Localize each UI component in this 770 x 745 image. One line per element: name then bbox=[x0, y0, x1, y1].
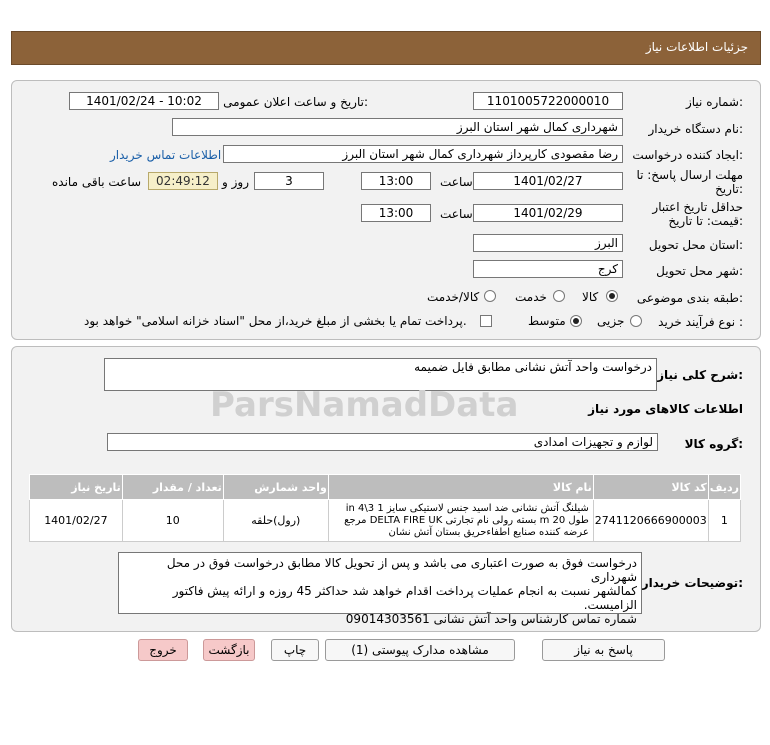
view-attachments-button[interactable]: مشاهده مدارک پیوستی (1) bbox=[325, 639, 515, 661]
announce-label: تاریخ و ساعت اعلان عمومی: bbox=[223, 95, 368, 109]
process-medium-label: متوسط bbox=[528, 314, 566, 328]
need-number-field: 1101005722000010 bbox=[473, 92, 623, 110]
watermark: ParsNamadData bbox=[210, 385, 519, 425]
goods-group-label: گروه کالا: bbox=[684, 437, 743, 451]
province-label: استان محل تحویل: bbox=[648, 238, 743, 252]
goods-info-title: اطلاعات کالاهای مورد نیاز bbox=[588, 402, 743, 416]
province-field: البرز bbox=[473, 234, 623, 252]
cell-name bbox=[328, 500, 593, 542]
days-label: روز و bbox=[222, 175, 249, 189]
table-row bbox=[30, 500, 741, 542]
process-medium-radio[interactable] bbox=[570, 315, 582, 327]
cell-code: 2741120666900003 bbox=[593, 500, 708, 542]
announce-field: 1401/02/24 - 10:02 bbox=[69, 92, 219, 110]
city-label: شهر محل تحویل: bbox=[656, 264, 743, 278]
validity-label-1: حداقل تاریخ اعتبار bbox=[652, 200, 743, 214]
deadline-hour-label: ساعت bbox=[440, 175, 473, 189]
deadline-date-field: 1401/02/27 bbox=[473, 172, 623, 190]
item-name-line3: عرضه کننده صنایع اطفاءحریق بستان آتش نشان bbox=[388, 526, 589, 538]
buyer-org-field: شهرداری کمال شهر استان البرز bbox=[172, 118, 623, 136]
print-button[interactable]: چاپ bbox=[271, 639, 319, 661]
buyer-org-label: نام دستگاه خریدار: bbox=[648, 122, 743, 136]
buyer-notes-line3: شماره تماس کارشناس واحد آتش نشانی 09014303561 bbox=[345, 612, 637, 626]
validity-time-field: 13:00 bbox=[361, 204, 431, 222]
remaining-time-field: 02:49:12 bbox=[148, 172, 218, 190]
category-goods-radio[interactable] bbox=[606, 290, 618, 302]
goods-group-field: لوازم و تجهیزات امدادی bbox=[107, 433, 658, 451]
city-field: کرج bbox=[473, 260, 623, 278]
col-date: تاریخ نیاز bbox=[30, 475, 123, 500]
goods-table-header bbox=[30, 475, 741, 500]
item-name-line2: طول m 20 بسته رولی نام تجارتی DELTA FIRE UK مرجع bbox=[344, 514, 589, 526]
deadline-time-field: 13:00 bbox=[361, 172, 431, 190]
buyer-notes-label: توضیحات خریدار: bbox=[641, 576, 743, 590]
deadline-label-2: تاریخ: bbox=[715, 182, 743, 196]
validity-label-2: قیمت: تا تاریخ: bbox=[668, 214, 743, 228]
col-name: نام کالا bbox=[328, 475, 593, 500]
category-both-label: کالا/خدمت bbox=[427, 290, 480, 304]
col-qty: تعداد / مقدار bbox=[122, 475, 223, 500]
cell-unit: (رول)حلقه bbox=[223, 500, 328, 542]
treasury-payment-checkbox[interactable] bbox=[480, 315, 492, 327]
col-unit: واحد شمارش bbox=[223, 475, 328, 500]
category-service-radio[interactable] bbox=[553, 290, 565, 302]
col-code: کد کالا bbox=[593, 475, 708, 500]
back-button[interactable]: بازگشت bbox=[203, 639, 255, 661]
buyer-notes-line1: درخواست فوق به صورت اعتباری می باشد و پس از تحویل کالا مطابق درخواست فوق در محل شهرداری bbox=[166, 556, 637, 584]
reply-button[interactable]: پاسخ به نیاز bbox=[542, 639, 665, 661]
validity-date-field: 1401/02/29 bbox=[473, 204, 623, 222]
category-goods-label: کالا bbox=[582, 290, 599, 304]
page-header-bar bbox=[11, 31, 761, 65]
item-name-line1: شیلنگ آتش نشانی ضد اسید جنس لاستیکی سایز 1 3\4 in bbox=[345, 502, 589, 514]
process-label: نوع فرآیند خرید : bbox=[658, 315, 743, 329]
buyer-contact-link[interactable]: اطلاعات تماس خریدار bbox=[110, 148, 222, 162]
requester-label: ایجاد کننده درخواست: bbox=[632, 148, 743, 162]
remaining-label: ساعت باقی مانده bbox=[52, 175, 142, 189]
summary-label: شرح کلی نیاز: bbox=[657, 368, 743, 382]
need-number-label: شماره نیاز: bbox=[685, 95, 743, 109]
cell-row: 1 bbox=[708, 500, 740, 542]
process-partial-label: جزیی bbox=[597, 314, 625, 328]
days-field: 3 bbox=[254, 172, 324, 190]
goods-table bbox=[29, 474, 741, 542]
buyer-notes-line2: کمالشهر نسبت به انجام عملیات پرداخت اقدام خواهد شد حداکثر 45 روزه و ارائه پیش فاکتور الزامیست. bbox=[172, 584, 637, 612]
buyer-notes-field bbox=[118, 552, 642, 626]
category-both-radio[interactable] bbox=[484, 290, 496, 302]
treasury-payment-note: پرداخت تمام یا بخشی از مبلغ خرید،از محل "اسناد خزانه اسلامی" خواهد بود. bbox=[84, 314, 467, 328]
process-partial-radio[interactable] bbox=[630, 315, 642, 327]
category-service-label: خدمت bbox=[515, 290, 547, 304]
exit-button[interactable]: خروج bbox=[138, 639, 188, 661]
requester-field: رضا مقصودی کارپرداز شهرداری کمال شهر استان البرز bbox=[223, 145, 623, 163]
deadline-label-1: مهلت ارسال پاسخ: تا bbox=[636, 168, 743, 182]
cell-qty: 10 bbox=[122, 500, 223, 542]
cell-date: 1401/02/27 bbox=[30, 500, 123, 542]
summary-field: درخواست واحد آتش نشانی مطابق فایل ضمیمه bbox=[104, 358, 657, 391]
col-row: ردیف bbox=[708, 475, 740, 500]
category-label: طبقه بندی موضوعی: bbox=[636, 291, 743, 305]
page-title: جزئیات اطلاعات نیاز bbox=[645, 40, 748, 54]
validity-hour-label: ساعت bbox=[440, 207, 473, 221]
